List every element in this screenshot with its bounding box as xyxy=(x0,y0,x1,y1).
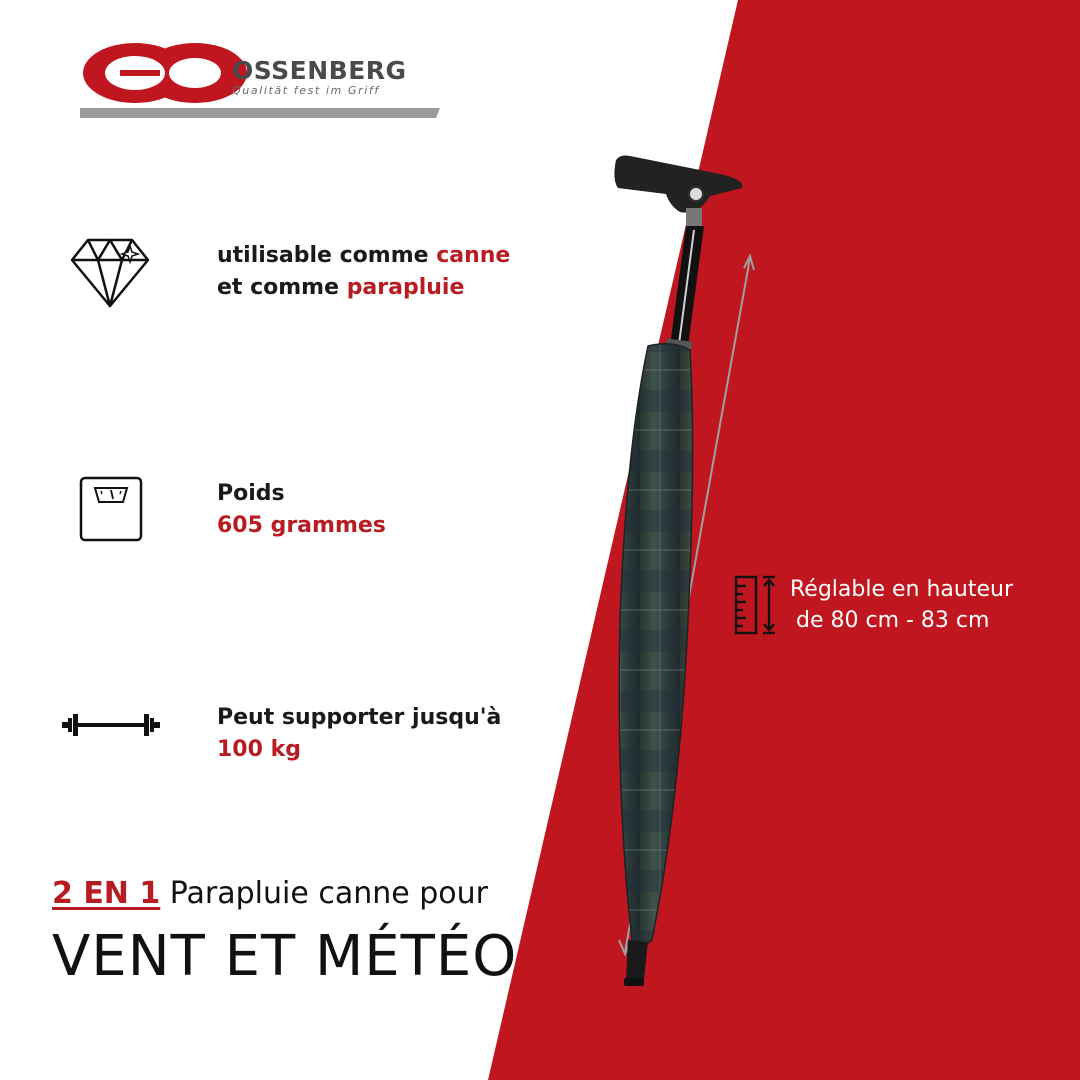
barbell-icon xyxy=(62,710,160,740)
feature-dual-use xyxy=(217,240,510,304)
feature-dual-use-line2: et comme parapluie xyxy=(217,275,465,300)
adjustable-height-line1: Réglable en hauteur xyxy=(790,577,1013,602)
scale-icon xyxy=(79,476,143,542)
feature-dual-use-line1: utilisable comme canne xyxy=(217,243,511,268)
feature-weight-value: 605 grammes xyxy=(217,513,386,538)
brand-name: OSSENBERG xyxy=(232,56,407,85)
feature-load-line1: Peut supporter jusqu'à xyxy=(217,705,502,730)
headline-line1-rest: Parapluie canne pour xyxy=(160,876,488,911)
ruler-height-icon xyxy=(733,574,779,636)
feature-load-capacity xyxy=(217,702,501,766)
diamond-icon xyxy=(70,236,150,308)
brand-tagline: Qualität fest im Griff xyxy=(232,84,380,97)
adjustable-height-range: de 80 cm - 83 cm xyxy=(796,608,990,633)
feature-weight xyxy=(217,478,386,542)
headline-line1 xyxy=(52,876,488,911)
headline-tag: 2 EN 1 xyxy=(52,876,161,911)
feature-weight-line1: Poids xyxy=(217,481,285,506)
feature-load-value: 100 kg xyxy=(217,737,301,762)
adjustable-height-text xyxy=(790,574,1013,636)
headline-line2: VENT ET MÉTÉO xyxy=(52,924,518,989)
